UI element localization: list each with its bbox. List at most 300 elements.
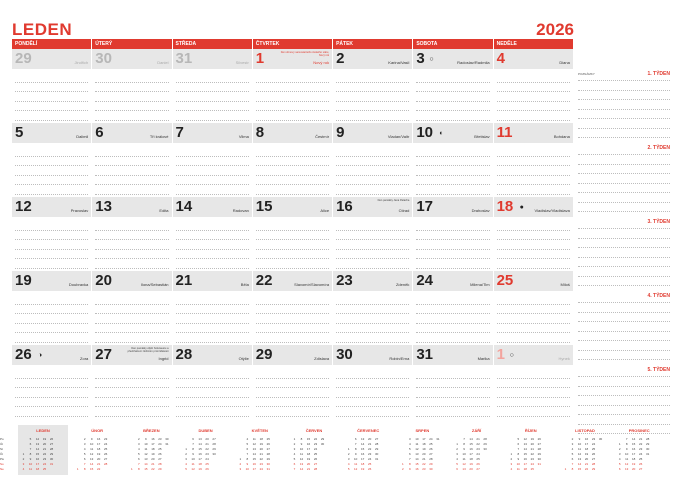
mini-day: 10	[415, 437, 419, 441]
day-number: 18	[496, 198, 514, 215]
mini-day	[102, 467, 109, 472]
mini-day: 17	[151, 442, 155, 446]
mini-day: 21	[42, 447, 47, 451]
name-day: Jindřich	[74, 60, 89, 65]
mini-month[interactable]	[343, 425, 393, 475]
mini-day: 10	[28, 462, 33, 466]
mini-day: 19	[530, 437, 534, 441]
note-line	[578, 128, 670, 129]
day-number: 16	[336, 198, 353, 215]
note-line	[578, 137, 670, 138]
name-day: Otýlie	[238, 356, 249, 361]
mini-day: 26	[476, 462, 480, 466]
holiday-note: Den památky obětí holocaustu a předcházení zločinům proti lidskosti	[127, 347, 169, 354]
mini-day: 29	[646, 442, 650, 446]
mini-day: 20	[205, 437, 209, 441]
mini-day: 25	[313, 452, 318, 456]
day-cell[interactable]	[413, 49, 493, 123]
day-cell[interactable]	[173, 197, 253, 271]
day-cell[interactable]	[92, 271, 172, 345]
mini-day: 21	[584, 462, 589, 466]
mini-day: 15	[90, 467, 94, 471]
weekday-header: STŘEDA	[173, 39, 253, 49]
day-cell[interactable]	[173, 271, 253, 345]
week-notes-block[interactable]	[578, 71, 670, 145]
mini-day: 29	[483, 442, 487, 446]
mini-day: 18	[523, 467, 527, 471]
mini-day	[644, 467, 651, 472]
mini-day: 21	[422, 457, 426, 461]
mini-day: 28	[646, 437, 650, 441]
mini-day: 9	[29, 457, 32, 461]
mini-month[interactable]	[397, 425, 447, 475]
holiday-note: Den obnovy samostatného českého státu, Nový rok	[280, 51, 330, 58]
mini-day: 18	[469, 457, 473, 461]
mini-day: 2	[456, 447, 458, 451]
mini-month-title: ZÁŘÍ	[471, 428, 482, 433]
mini-month[interactable]	[181, 425, 231, 475]
mini-day: 4	[510, 467, 513, 471]
mini-day: 11	[354, 462, 358, 466]
mini-day: 11	[28, 467, 33, 471]
mini-day: 14	[523, 447, 527, 451]
mini-day: 16	[151, 437, 155, 441]
week-notes-block[interactable]	[578, 145, 670, 219]
day-number: 4	[496, 50, 505, 67]
note-line	[578, 321, 670, 322]
mini-day: 23	[313, 442, 318, 446]
mini-day: 27	[212, 437, 216, 441]
mini-day: 15	[306, 437, 311, 441]
mini-day: 5	[138, 452, 140, 456]
mini-day: 3	[456, 452, 458, 456]
year-title: 2026	[536, 20, 574, 39]
day-cell[interactable]	[92, 345, 172, 419]
mini-day: 26	[537, 437, 541, 441]
mini-day: 16	[361, 452, 365, 456]
mini-day: 5	[293, 457, 296, 461]
writing-lines	[253, 69, 332, 121]
mini-day: 20	[42, 442, 47, 446]
mini-month[interactable]	[560, 425, 610, 475]
name-day: Nový rok	[313, 60, 330, 65]
day-header	[173, 49, 252, 69]
writing-lines	[413, 69, 492, 121]
mini-weekday-label: Po	[0, 437, 4, 441]
mini-month[interactable]	[506, 425, 556, 475]
mini-day: 14	[632, 437, 636, 441]
mini-day: 10	[577, 442, 582, 446]
day-cell[interactable]	[92, 49, 172, 123]
mini-day: 2	[571, 437, 574, 441]
mini-day: 4	[185, 462, 187, 466]
note-line	[578, 164, 670, 165]
mini-day: 15	[469, 442, 473, 446]
name-day: Robin/Erna	[389, 356, 410, 361]
mini-day: 21	[639, 437, 643, 441]
name-day: Hynek	[558, 356, 570, 361]
day-cell[interactable]	[173, 49, 253, 123]
mini-day	[597, 467, 604, 472]
mini-month[interactable]	[235, 425, 285, 475]
day-number: 8	[255, 124, 265, 141]
mini-day: 24	[313, 447, 318, 451]
day-cell[interactable]	[413, 345, 493, 419]
mini-day: 19	[259, 442, 263, 446]
mini-day: 11	[144, 447, 148, 451]
mini-day: 13	[523, 442, 527, 446]
mini-day: 28	[375, 442, 379, 446]
day-header	[413, 123, 492, 143]
moon-phase-icon: ◑	[38, 352, 43, 359]
mini-day: 1	[402, 462, 404, 466]
mini-day: 28	[591, 462, 596, 466]
day-cell[interactable]	[333, 271, 413, 345]
day-header	[413, 345, 492, 365]
mini-day: 21	[205, 442, 209, 446]
mini-day: 3	[571, 442, 574, 446]
writing-lines	[333, 291, 412, 343]
day-header	[92, 345, 171, 365]
mini-day: 26	[104, 452, 108, 456]
mini-day: 3	[138, 442, 140, 446]
mini-day: 12	[415, 447, 419, 451]
mini-day: 18	[97, 447, 101, 451]
mini-day	[482, 467, 489, 472]
mini-day: 6	[618, 467, 621, 471]
mini-day: 27	[266, 447, 270, 451]
name-day: Tři králové	[149, 134, 169, 139]
mini-day: 12	[252, 442, 256, 446]
name-day: Silvestr	[235, 60, 249, 65]
mini-day: 9	[145, 437, 147, 441]
mini-day: 8	[300, 437, 303, 441]
mini-day: 18	[306, 452, 311, 456]
mini-day: 19	[584, 452, 589, 456]
note-line	[578, 312, 670, 313]
writing-lines	[413, 291, 492, 343]
weekday-header: SOBOTA	[413, 39, 493, 49]
mini-day: 20	[584, 457, 589, 461]
name-day: Drahoslav	[471, 208, 490, 213]
mini-day	[163, 467, 170, 472]
mini-day: 5	[185, 467, 187, 471]
writing-lines	[12, 365, 91, 417]
mini-day: 14	[198, 442, 202, 446]
mini-day: 2	[618, 447, 621, 451]
mini-day: 11	[191, 462, 195, 466]
day-header	[333, 123, 412, 143]
mini-month[interactable]	[18, 425, 68, 475]
day-header	[173, 345, 252, 365]
day-header	[494, 49, 573, 69]
mini-day: 28	[313, 467, 318, 471]
mini-day: 2	[185, 452, 187, 456]
writing-lines	[92, 365, 171, 417]
mini-day: 3	[293, 447, 296, 451]
name-day: Běla	[240, 282, 249, 287]
mini-day: 4	[22, 467, 25, 471]
mini-day: 11	[299, 452, 304, 456]
mini-month[interactable]	[126, 425, 176, 475]
name-day: Ilona/Sebastián	[140, 282, 169, 287]
note-line	[578, 173, 670, 174]
mini-day: 31	[49, 462, 54, 466]
mini-day: 6	[29, 442, 32, 446]
day-cell[interactable]	[253, 271, 333, 345]
day-cell[interactable]	[253, 123, 333, 197]
mini-month[interactable]	[72, 425, 122, 475]
mini-day: 9	[517, 457, 520, 461]
mini-day	[434, 467, 441, 472]
day-number: 13	[95, 198, 112, 215]
mini-day: 23	[42, 457, 47, 461]
mini-month[interactable]	[614, 425, 664, 475]
name-day: Zdeněk	[395, 282, 410, 287]
mini-day: 14	[361, 442, 365, 446]
day-cell[interactable]	[253, 49, 333, 123]
mini-day: 15	[577, 467, 582, 471]
mini-day: 13	[361, 437, 365, 441]
mini-day: 1	[131, 467, 133, 471]
day-number: 30	[95, 50, 112, 67]
mini-day: 25	[368, 462, 372, 466]
day-cell[interactable]	[494, 197, 574, 271]
day-number: 1	[496, 346, 505, 363]
day-cell[interactable]	[333, 345, 413, 419]
mini-month[interactable]	[452, 425, 502, 475]
mini-day: 11	[462, 457, 466, 461]
day-header	[92, 123, 171, 143]
day-header	[494, 345, 573, 365]
mini-day: 13	[198, 437, 202, 441]
day-cell[interactable]	[173, 123, 253, 197]
mini-day: 30	[483, 447, 487, 451]
moon-phase-icon: ○	[429, 56, 434, 63]
mini-day: 6	[293, 462, 296, 466]
mini-day: 28	[49, 447, 54, 451]
day-number: 31	[175, 50, 193, 67]
mini-day: 15	[632, 442, 636, 446]
mini-day: 30	[266, 462, 270, 466]
mini-day: 5	[29, 437, 32, 441]
mini-day: 21	[530, 447, 534, 451]
day-number: 5	[15, 124, 24, 141]
day-cell[interactable]	[413, 123, 493, 197]
mini-day: 4	[456, 457, 458, 461]
day-header	[494, 123, 573, 143]
mini-day: 3	[22, 462, 25, 466]
mini-day: 30	[165, 437, 169, 441]
mini-day: 17	[422, 437, 426, 441]
day-cell[interactable]	[12, 123, 92, 197]
week-notes-block[interactable]	[578, 219, 670, 293]
day-cell[interactable]	[333, 197, 413, 271]
mini-day: 11	[577, 447, 582, 451]
day-header	[173, 123, 252, 143]
mini-day: 17	[252, 467, 256, 471]
writing-lines	[173, 143, 252, 195]
mini-day: 17	[469, 452, 473, 456]
mini-day: 28	[158, 462, 162, 466]
mini-day: 23	[530, 457, 534, 461]
weekday-header: PÁTEK	[333, 39, 413, 49]
mini-day: 4	[138, 447, 140, 451]
day-number: 23	[336, 272, 353, 289]
mini-day: 10	[90, 442, 94, 446]
day-cell[interactable]	[92, 123, 172, 197]
mini-day: 9	[246, 462, 249, 466]
mini-day: 24	[158, 442, 162, 446]
note-line	[578, 183, 670, 184]
mini-day: 1	[239, 457, 242, 461]
mini-day: 20	[259, 447, 263, 451]
mini-day: 1	[510, 452, 513, 456]
day-number: 9	[336, 124, 345, 141]
day-cell[interactable]	[333, 49, 413, 123]
note-line	[578, 109, 670, 110]
mini-day: 17	[523, 462, 527, 466]
week-label: 2. TÝDEN	[647, 145, 670, 151]
day-cell[interactable]	[494, 271, 574, 345]
mini-day: 15	[523, 452, 527, 456]
mini-day: 14	[469, 437, 473, 441]
writing-lines	[173, 365, 252, 417]
day-cell[interactable]	[494, 345, 574, 419]
name-day: Ctirad	[398, 208, 410, 213]
day-header	[333, 345, 412, 365]
day-cell[interactable]	[333, 123, 413, 197]
day-header	[413, 271, 492, 291]
day-number: 3	[416, 50, 425, 67]
mini-day: 18	[422, 442, 426, 446]
mini-day: 1	[76, 467, 79, 471]
day-cell[interactable]	[494, 123, 574, 197]
mini-day: 10	[299, 447, 304, 451]
mini-day: 11	[516, 467, 520, 471]
mini-day: 24	[476, 452, 480, 456]
mini-day: 7	[463, 437, 465, 441]
mini-day: 5	[83, 452, 86, 456]
mini-day: 7	[138, 462, 140, 466]
day-cell[interactable]	[12, 197, 92, 271]
mini-day: 1	[618, 442, 621, 446]
name-day: Alice	[320, 208, 330, 213]
mini-day: 10	[516, 462, 520, 466]
day-cell[interactable]	[12, 49, 92, 123]
weekday-header: PONDĚLÍ	[12, 39, 92, 49]
mini-day: 26	[429, 447, 433, 451]
year-overview	[10, 425, 670, 475]
mini-day: 16	[632, 447, 636, 451]
mini-month-title: DUBEN	[198, 428, 213, 433]
mini-day: 9	[300, 442, 303, 446]
mini-day: 23	[158, 437, 162, 441]
writing-lines	[92, 291, 171, 343]
note-line	[578, 90, 670, 91]
mini-day: 5	[571, 452, 574, 456]
mini-day: 9	[578, 437, 581, 441]
mini-day: 2	[83, 437, 86, 441]
day-cell[interactable]	[92, 197, 172, 271]
mini-day: 28	[483, 437, 487, 441]
name-day: Diana	[559, 60, 570, 65]
name-day: Vilma	[238, 134, 249, 139]
mini-day: 24	[591, 442, 596, 446]
mini-day: 30	[598, 437, 603, 441]
day-cell[interactable]	[413, 197, 493, 271]
mini-day: 21	[97, 462, 101, 466]
writing-lines	[333, 143, 412, 195]
day-header	[92, 197, 171, 217]
day-cell[interactable]	[12, 345, 92, 419]
mini-day: 25	[591, 447, 596, 451]
mini-day: 19	[198, 467, 202, 471]
note-line	[578, 154, 670, 155]
mini-day: 10	[462, 452, 466, 456]
day-number: 28	[175, 346, 193, 363]
mini-day: 27	[537, 442, 541, 446]
mini-day: 22	[259, 457, 263, 461]
mini-day: 1	[456, 442, 458, 446]
mini-day: 24	[368, 457, 372, 461]
writing-lines	[12, 291, 91, 343]
mini-day: 23	[639, 447, 643, 451]
mini-day: 12	[191, 467, 195, 471]
day-number: 29	[15, 50, 32, 67]
mini-day: 11	[625, 457, 629, 461]
day-number: 25	[496, 272, 514, 289]
month-title: LEDEN	[12, 20, 73, 39]
mini-day: 29	[429, 462, 433, 466]
mini-day: 22	[205, 447, 209, 451]
mini-day: 11	[90, 447, 94, 451]
day-cell[interactable]	[413, 271, 493, 345]
mini-day: 24	[639, 452, 643, 456]
weekday-header-row	[12, 39, 574, 49]
mini-day: 29	[537, 452, 541, 456]
mini-day: 15	[35, 452, 40, 456]
day-header	[12, 197, 91, 217]
mini-day: 26	[49, 437, 54, 441]
week-row	[12, 197, 574, 271]
mini-day: 13	[577, 457, 582, 461]
mini-month[interactable]	[289, 425, 339, 475]
mini-day: 7	[625, 437, 628, 441]
name-day: Břetislav	[474, 134, 490, 139]
weekday-header: ČTVRTEK	[253, 39, 333, 49]
mini-day: 8	[29, 452, 32, 456]
mini-day: 22	[97, 467, 101, 471]
day-cell[interactable]	[253, 197, 333, 271]
mini-day: 18	[361, 462, 365, 466]
mini-day: 4	[347, 462, 350, 466]
day-header	[12, 271, 91, 291]
day-cell[interactable]	[494, 49, 574, 123]
mini-day: 6	[409, 452, 411, 456]
mini-day: 12	[144, 452, 148, 456]
mini-day: 29	[591, 467, 596, 471]
day-cell[interactable]	[253, 345, 333, 419]
mini-day: 25	[530, 467, 534, 471]
day-header	[253, 345, 332, 365]
mini-day: 25	[476, 457, 480, 461]
day-cell[interactable]	[173, 345, 253, 419]
week-notes-block[interactable]	[578, 293, 670, 367]
writing-lines	[494, 291, 573, 343]
mini-day: 15	[144, 467, 148, 471]
day-cell[interactable]	[12, 271, 92, 345]
